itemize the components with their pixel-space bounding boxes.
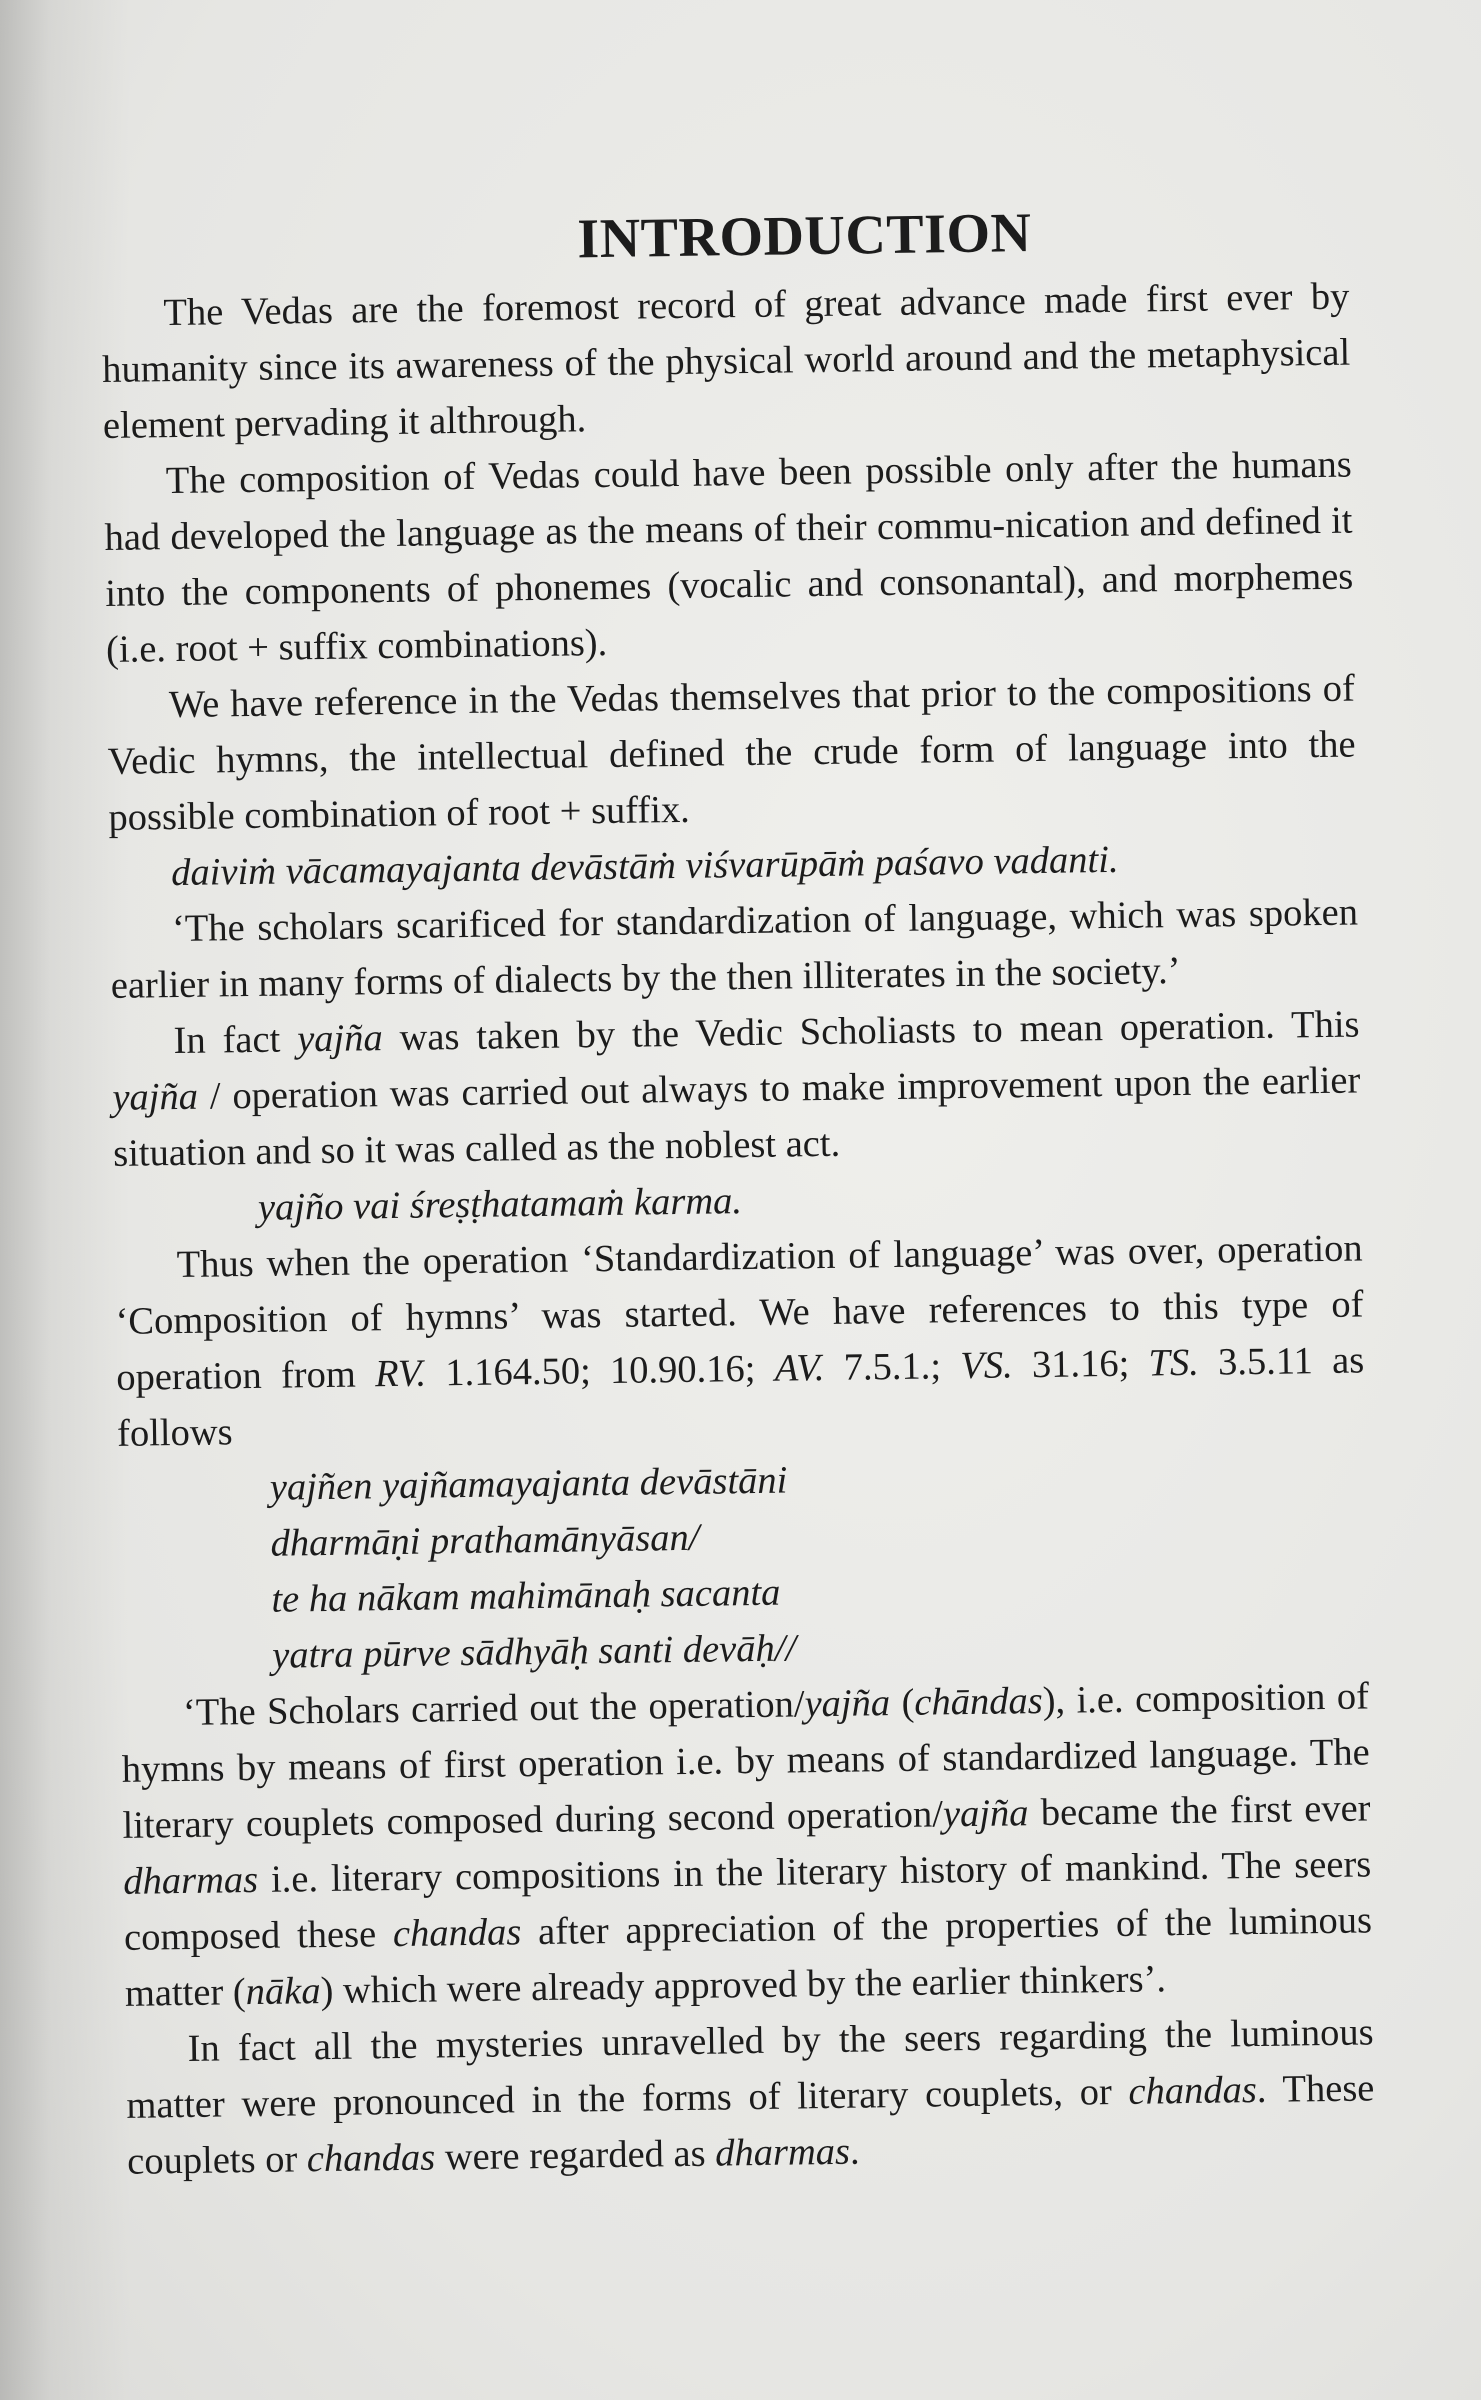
paragraph-7: ‘The Scholars carried out the operation/yajña (chāndas), i.e. composition of hymns by means of first operation i.e. by means of standardized language. The literary couplets composed during second operation/yajña became the first ever dharmas i.e. literary compositions in the literary history of mankind. The seers composed these chandas after appreciation of the properties of the luminous matter (nāka) which were already approved by the earlier thinkers’. <box>121 1675 1373 2015</box>
stanza-line: dharmāṇi prathamānyāsan/ <box>270 1516 700 1565</box>
paragraph-3: We have reference in the Vedas themselves that prior to the compositions of Vedic hymns, the intellectual defined the crude form of language into the possible combination of root + suffix. <box>107 667 1356 839</box>
page-title: INTRODUCTION <box>576 202 1032 271</box>
sanskrit-quote-1: daiviṁ vācamayajanta devāstāṁ viśvarūpāṁ paśavo vadanti. <box>170 838 1119 895</box>
paragraph-4: ‘The scholars scarificed for standardization of language, which was spoken earlier in many forms of dialects by the then illiterates in the society.’ <box>110 891 1359 1007</box>
sanskrit-quote-2: yajño vai śreṣṭhatamaṁ karma. <box>257 1180 743 1229</box>
stanza-line: te ha nākam mahimānaḥ sacanta <box>271 1571 781 1621</box>
paragraph-1: The Vedas are the foremost record of great advance made first ever by humanity since its awareness of the physical world around and the metaphysical element pervading it althrough. <box>101 275 1351 447</box>
stanza-line: yatra pūrve sādhyāḥ santi devāḥ// <box>271 1627 797 1677</box>
sanskrit-stanza <box>117 1444 1368 1685</box>
paragraph-6: Thus when the operation ‘Standardization of language’ was over, operation ‘Composition of hymns’ was started. We have references to this type of operation from RV. 1.164.50; 10.90.16; AV. 7.5.1.; VS. 31.16; TS. 3.5.11 as follows <box>115 1227 1365 1455</box>
stanza-line: yajñen yajñamayajanta devāstāni <box>269 1459 788 1509</box>
paragraph-8: In fact all the mysteries unravelled by the seers regarding the luminous matter were pronounced in the forms of literary couplets, or chandas. These couplets or chandas were regarded as dharmas. <box>126 2011 1375 2183</box>
paragraph-2: The composition of Vedas could have been possible only after the humans had developed the language as the means of their commu-nication and defined it into the components of phonemes (vocalic and consonantal), and morphemes (i.e. root + suffix combinations). <box>104 443 1354 671</box>
page-text <box>100 193 1376 2190</box>
paragraph-5: In fact yajña was taken by the Vedic Scholiasts to mean operation. This yajña / operation was carried out always to make improvement upon the earlier situation and so it was called as the noblest act. <box>112 1003 1361 1175</box>
